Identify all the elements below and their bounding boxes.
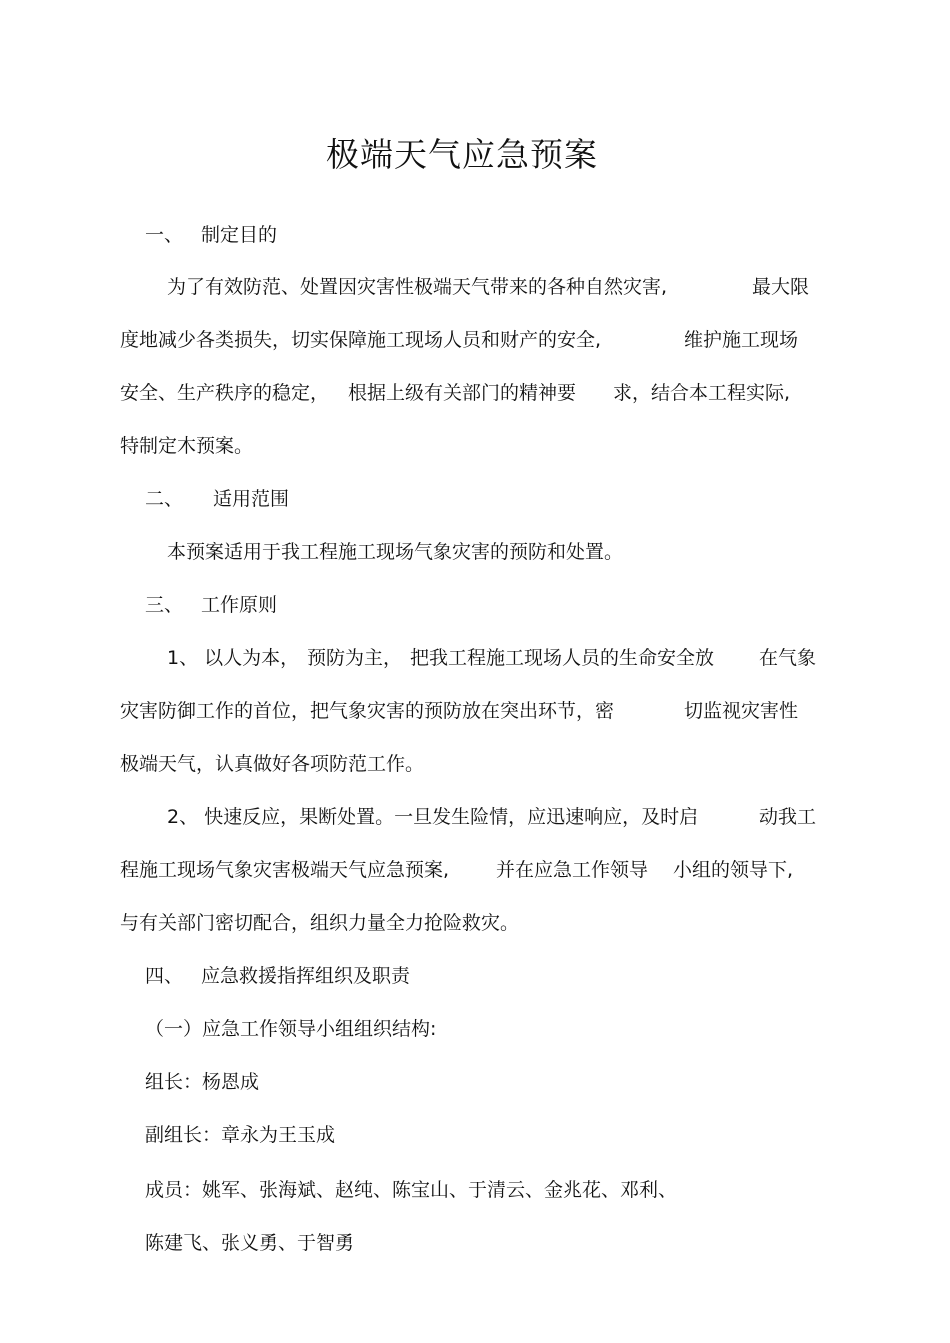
paragraph-line: [759, 645, 816, 671]
text-segment: 特制定木预案。: [120, 435, 254, 457]
text-segment: 小组的领导下,: [673, 859, 794, 881]
paragraph-line: [613, 380, 790, 406]
section-number: 一、: [145, 224, 184, 246]
paragraph-line: [120, 327, 601, 353]
paragraph-line: [496, 857, 648, 883]
text-segment: 动我工: [759, 806, 817, 828]
paragraph-line: [684, 698, 798, 724]
text-segment: 预防为主，: [307, 647, 403, 669]
section-heading-purpose: [145, 222, 277, 248]
text-segment: 在气象: [759, 647, 817, 669]
text-segment: 1、 以人为本，: [167, 647, 300, 669]
paragraph-line: [307, 645, 402, 671]
section-title: 制定目的: [201, 224, 278, 246]
members-line: 成员：姚军、张海斌、赵纯、陈宝山、于清云、金兆花、邓利、: [145, 1179, 678, 1201]
deputy-leader: 副组长：章永为王玉成: [145, 1124, 336, 1146]
text-segment: 灾害防御工作的首位，把气象灾害的预防放在突出环节，密: [120, 700, 615, 722]
text-segment: 为了有效防范、处置因灾害性极端天气带来的各种自然灾害,: [167, 276, 668, 298]
paragraph-line: [167, 645, 299, 671]
paragraph-line: [759, 804, 816, 830]
paragraph-line: [752, 274, 809, 300]
text-segment: 根据上级有关部门的精神要: [348, 382, 577, 404]
text-segment: 本预案适用于我工程施工现场气象灾害的预防和处置。: [167, 541, 624, 563]
paragraph-line: [120, 698, 614, 724]
document-title: 极端天气应急预案: [326, 135, 598, 174]
paragraph-line: [120, 910, 519, 936]
paragraph-line: [673, 857, 793, 883]
section-number: 三、: [145, 594, 184, 616]
section-title: 适用范围: [213, 488, 290, 510]
paragraph-line: [167, 274, 667, 300]
text-segment: 并在应急工作领导: [496, 859, 649, 881]
text-segment: 与有关部门密切配合，组织力量全力抢险救灾。: [120, 912, 520, 934]
section-number: 四、: [145, 965, 184, 987]
paragraph-line: [348, 380, 576, 406]
text-segment: 把我工程施工现场人员的生命安全放: [410, 647, 715, 669]
section-heading-scope: [145, 486, 289, 512]
section-heading-principles: [145, 592, 277, 618]
paragraph-line: [120, 857, 449, 883]
paragraph-line: [120, 433, 253, 459]
subsection-heading: （一）应急工作领导小组组织结构:: [145, 1018, 437, 1040]
text-segment: 维护施工现场: [684, 329, 799, 351]
section-number: 二、: [145, 488, 184, 510]
section-title: 工作原则: [201, 594, 278, 616]
paragraph-line: [120, 751, 424, 777]
text-segment: 求，结合本工程实际,: [613, 382, 791, 404]
text-segment: 安全、生产秩序的稳定，: [120, 382, 330, 404]
text-segment: 程施工现场气象灾害极端天气应急预案,: [120, 859, 450, 881]
section-heading-organization: [145, 963, 410, 989]
text-segment: 最大限: [752, 276, 810, 298]
section-title: 应急救援指挥组织及职责: [201, 965, 411, 987]
text-segment: 切监视灾害性: [684, 700, 799, 722]
group-leader: 组长：杨恩成: [145, 1071, 260, 1093]
paragraph-line: [684, 327, 798, 353]
text-segment: 2、 快速反应，果断处置。一旦发生险情，应迅速响应，及时启: [167, 806, 699, 828]
paragraph-line: [167, 804, 698, 830]
paragraph-line: [167, 539, 623, 565]
text-segment: 度地减少各类损失，切实保障施工现场人员和财产的安全,: [120, 329, 602, 351]
paragraph-line: [410, 645, 714, 671]
members-line: 陈建飞、张义勇、于智勇: [145, 1232, 355, 1254]
text-segment: 极端天气，认真做好各项防范工作。: [120, 753, 425, 775]
paragraph-line: [120, 380, 329, 406]
